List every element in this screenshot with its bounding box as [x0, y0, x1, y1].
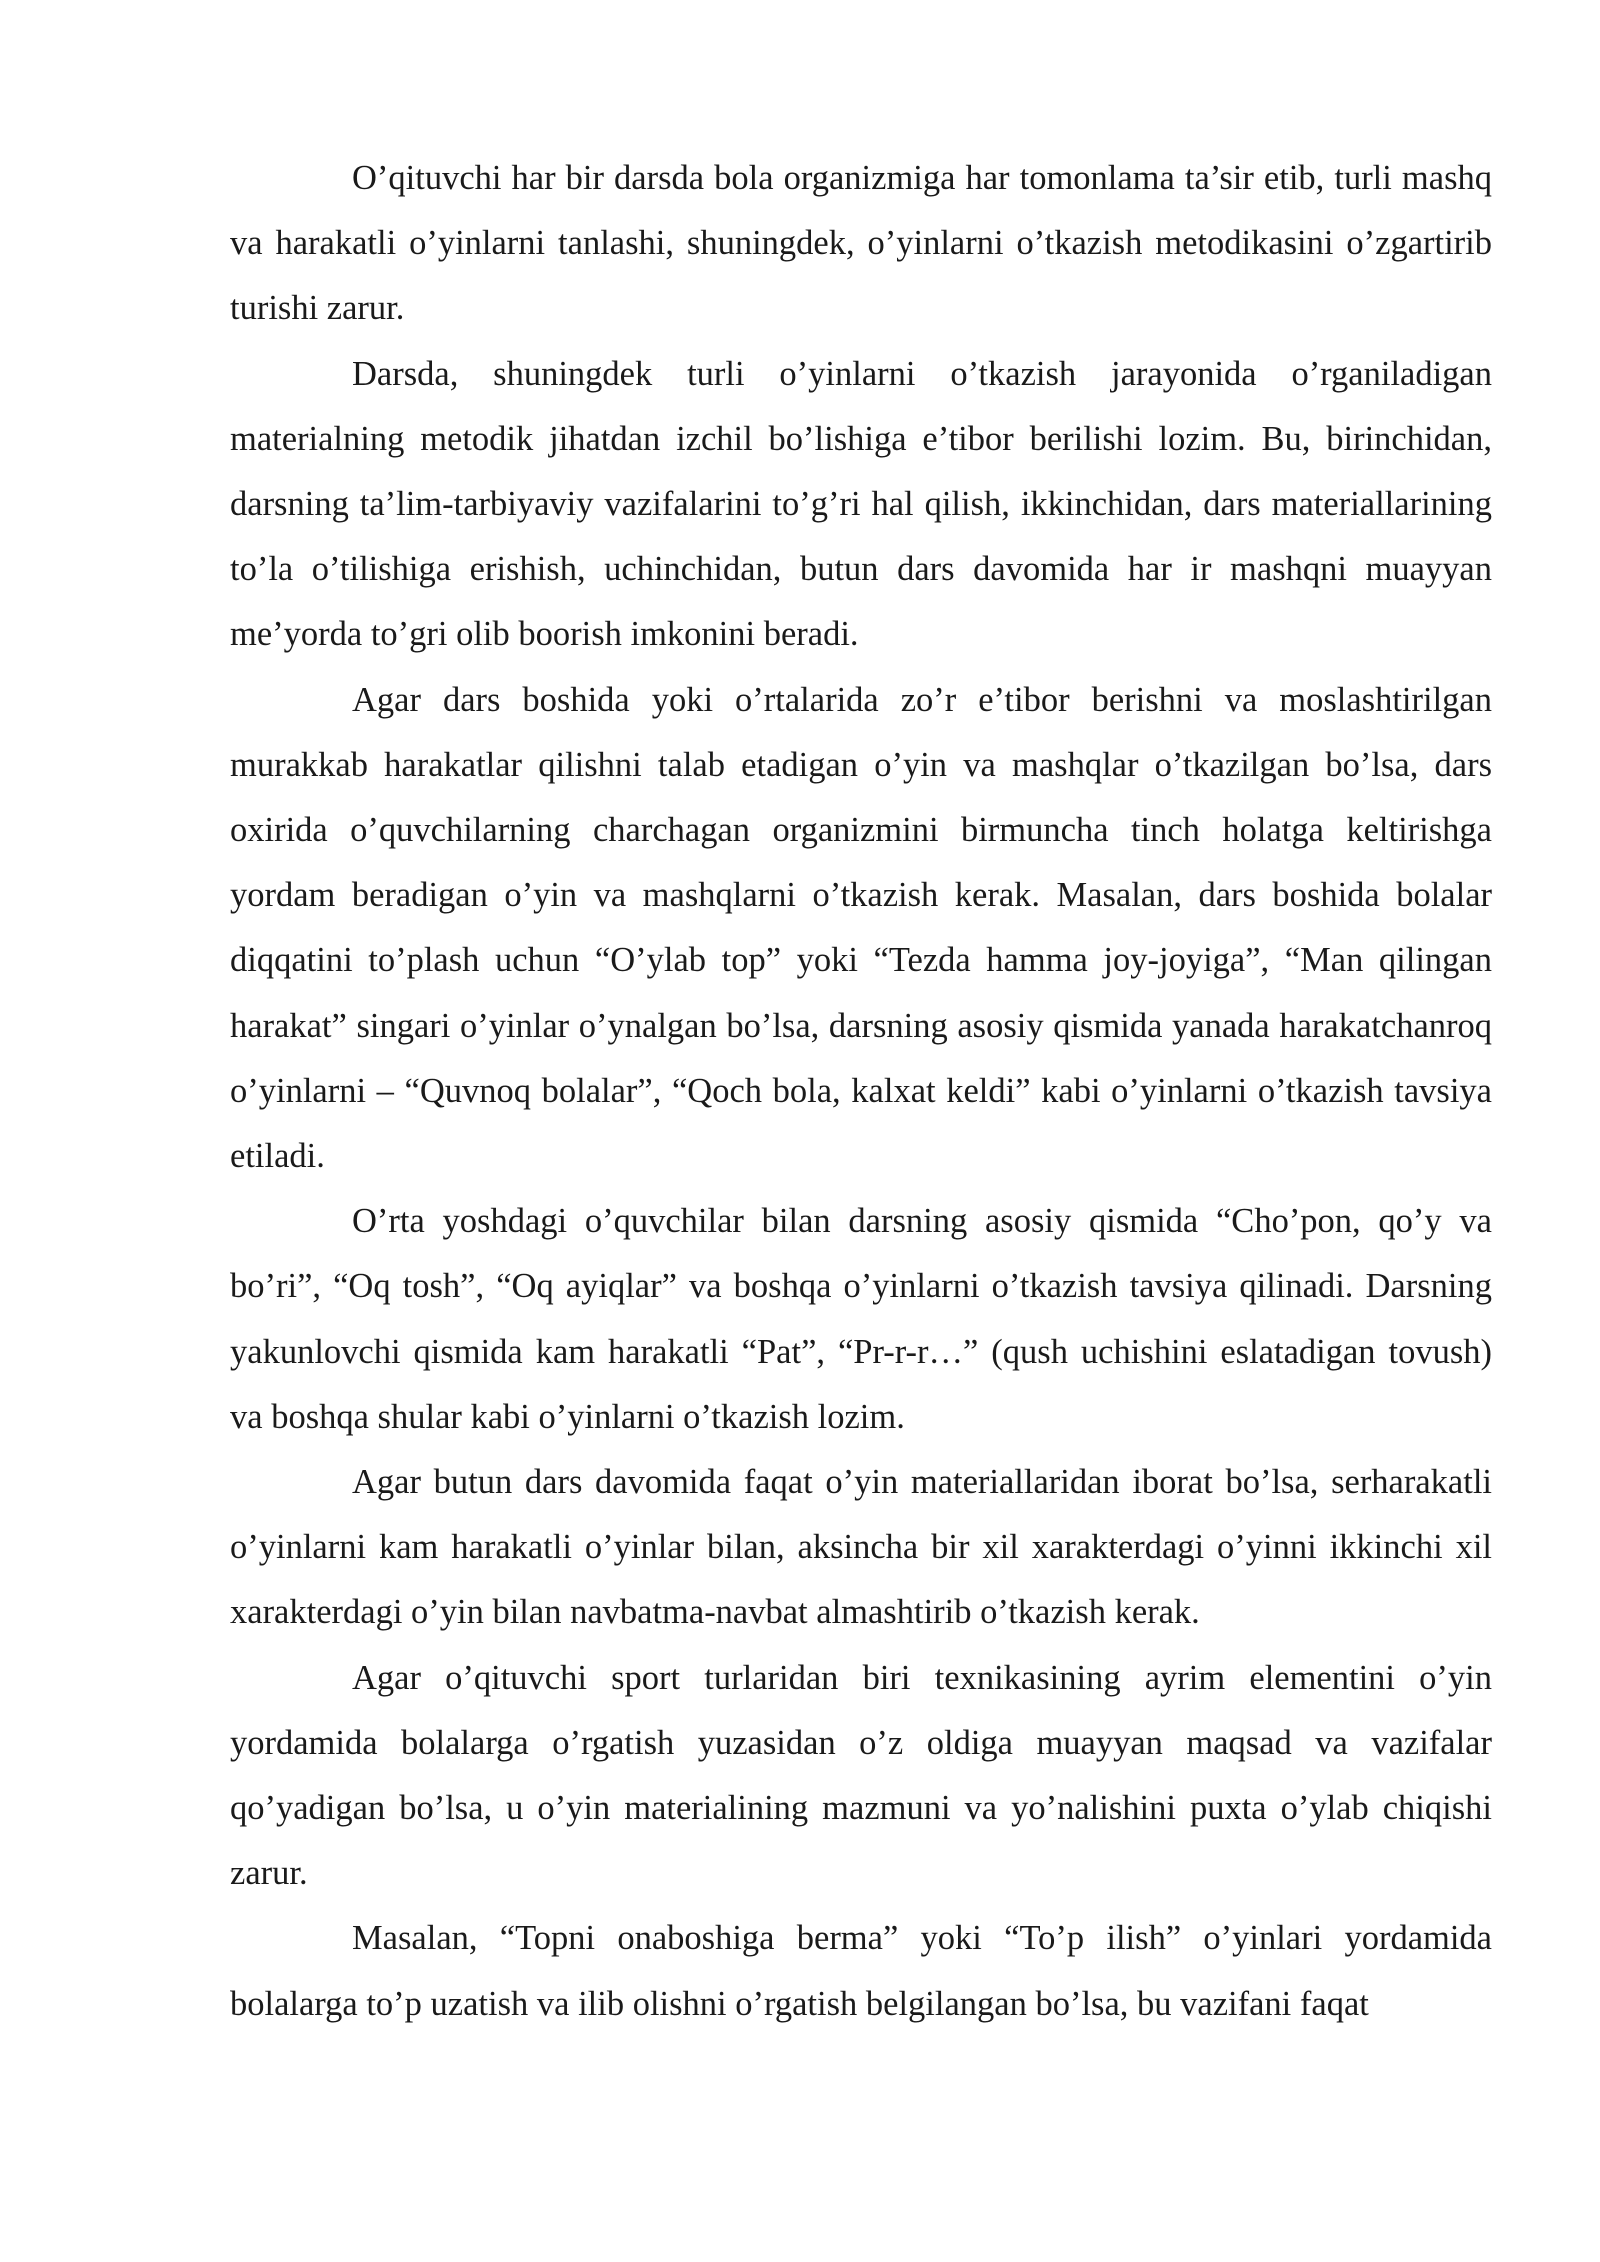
paragraph-6: Agar o’qituvchi sport turlaridan biri texnikasining ayrim elementini o’yin yordamida bolalarga o’rgatish yuzasidan o’z oldiga muayyan maqsad va vazifalar qo’yadigan bo’lsa, u o’yin materialining mazmuni va yo’nalishini puxta o’ylab chiqishi zarur.	[230, 1658, 1492, 1893]
paragraph-2: Darsda, shuningdek turli o’yinlarni o’tkazish jarayonida o’rganiladigan materialning metodik jihatdan izchil bo’lishiga e’tibor berilishi lozim. Bu, birinchidan, darsning ta’lim-tarbiyaviy vazifalarini to’g’ri hal qilish, ikkinchidan, dars materiallarining to’la o’tilishiga erishish, uchinchidan, butun dars davomida har ir mashqni muayyan me’yorda to’gri olib boorish imkonini beradi.	[230, 354, 1492, 654]
paragraph-7: Masalan, “Topni onaboshiga berma” yoki “To’p ilish” o’yinlari yordamida bolalarga to’p uzatish va ilib olishni o’rgatish belgilangan bo’lsa, bu vazifani faqat	[230, 1919, 1492, 2023]
paragraph-5: Agar butun dars davomida faqat o’yin materiallaridan iborat bo’lsa, serharakatli o’yinlarni kam harakatli o’yinlar bilan, aksincha bir xil xarakterdagi o’yinni ikkinchi xil xarakterdagi o’yin bilan navbatma-navbat almashtirib o’tkazish kerak.	[230, 1463, 1492, 1632]
document-body	[230, 146, 1492, 2037]
paragraph-1: O’qituvchi har bir darsda bola organizmiga har tomonlama ta’sir etib, turli mashq va harakatli o’yinlarni tanlashi, shuningdek, o’yinlarni o’tkazish metodikasini o’zgartirib turishi zarur.	[230, 159, 1492, 328]
paragraph-4: O’rta yoshdagi o’quvchilar bilan darsning asosiy qismida “Cho’pon, qo’y va bo’ri”, “Oq tosh”, “Oq ayiqlar” va boshqa o’yinlarni o’tkazish tavsiya qilinadi. Darsning yakunlovchi qismida kam harakatli “Pat”, “Pr-r-r…” (qush uchishini eslatadigan tovush) va boshqa shular kabi o’yinlarni o’tkazish lozim.	[230, 1202, 1492, 1436]
paragraph-3: Agar dars boshida yoki o’rtalarida zo’r e’tibor berishni va moslashtirilgan murakkab harakatlar qilishni talab etadigan o’yin va mashqlar o’tkazilgan bo’lsa, dars oxirida o’quvchilarning charchagan organizmini birmuncha tinch holatga keltirishga yordam beradigan o’yin va mashqlarni o’tkazish kerak. Masalan, dars boshida bolalar diqqatini to’plash uchun “O’ylab top” yoki “Tezda hamma joy-joyiga”, “Man qilingan harakat” singari o’yinlar o’ynalgan bo’lsa, darsning asosiy qismida yanada harakatchanroq o’yinlarni – “Quvnoq bolalar”, “Qoch bola, kalxat keldi” kabi o’yinlarni o’tkazish tavsiya etiladi.	[230, 680, 1492, 1176]
